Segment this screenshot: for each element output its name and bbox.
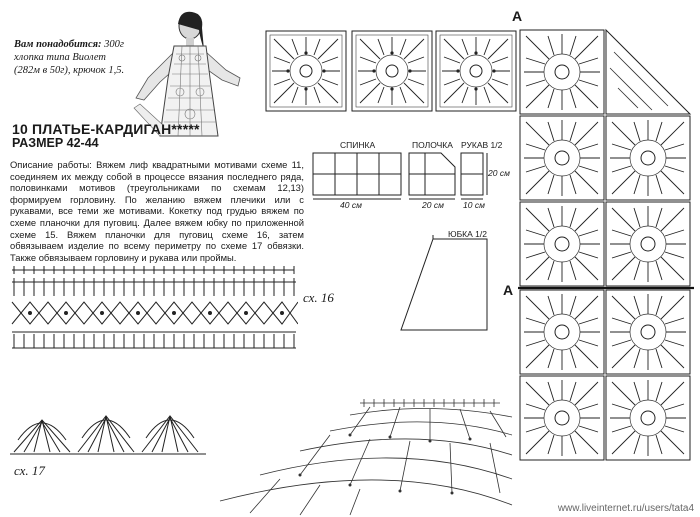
- watermark: www.liveinternet.ru/users/tata4: [557, 503, 694, 514]
- marker-a-top: A: [512, 8, 523, 24]
- materials-hook: (282м в 50г), крючок 1,5.: [14, 65, 125, 76]
- materials-label: Вам понадобится:: [14, 39, 102, 50]
- materials-weight: 300г: [104, 39, 124, 50]
- sleeve-label: РУКАВ 1/2: [461, 140, 503, 150]
- skirt-piece: [401, 239, 487, 330]
- sleeve-height: 20 см: [488, 168, 510, 178]
- schema-17-label: сх. 17: [14, 463, 45, 478]
- front-label: ПОЛОЧКА: [412, 140, 453, 150]
- marker-a-middle: A: [503, 282, 514, 298]
- materials-yarn: хлопка типа Виолет: [14, 52, 106, 63]
- pattern-title: 10 ПЛАТЬЕ-КАРДИГАН*****: [12, 121, 200, 137]
- skirt-label: ЮБКА 1/2: [448, 229, 487, 239]
- schema-16-label: сх. 16: [303, 290, 334, 305]
- motif-column-right: [518, 28, 696, 498]
- sleeve-width: 10 см: [463, 200, 485, 210]
- pattern-size: РАЗМЕР 42-44: [12, 136, 99, 150]
- schema-16-chart: [8, 262, 298, 362]
- skirt-chart: [200, 395, 515, 517]
- motif-row-top: [264, 28, 520, 114]
- materials-text: [14, 38, 164, 77]
- pattern-description: Описание работы: Вяжем лиф квадратными мотивами схеме 11, соединяем их между собой в процессе вязания последнего ряда, половинками мотивов (треугольниками по схемам 12,13) формируем горловину. По желанию вяжем плечики или с рукавами, все теми же мотивами. Кокетку под грудью вяжем по схеме планочки для пуговиц. Далее вяжем юбку по приложенной схеме 15. Вяжем планочки для пуговиц схеме 16, затем обвязываем изделие по всему периметру по схеме 17 обвязки. Также обвязываем горловину и рукава или проймы.: [10, 159, 304, 263]
- schema-17-chart: [8, 400, 208, 460]
- back-width: 40 см: [340, 200, 362, 210]
- front-width: 20 см: [422, 200, 444, 210]
- back-label: СПИНКА: [340, 140, 376, 150]
